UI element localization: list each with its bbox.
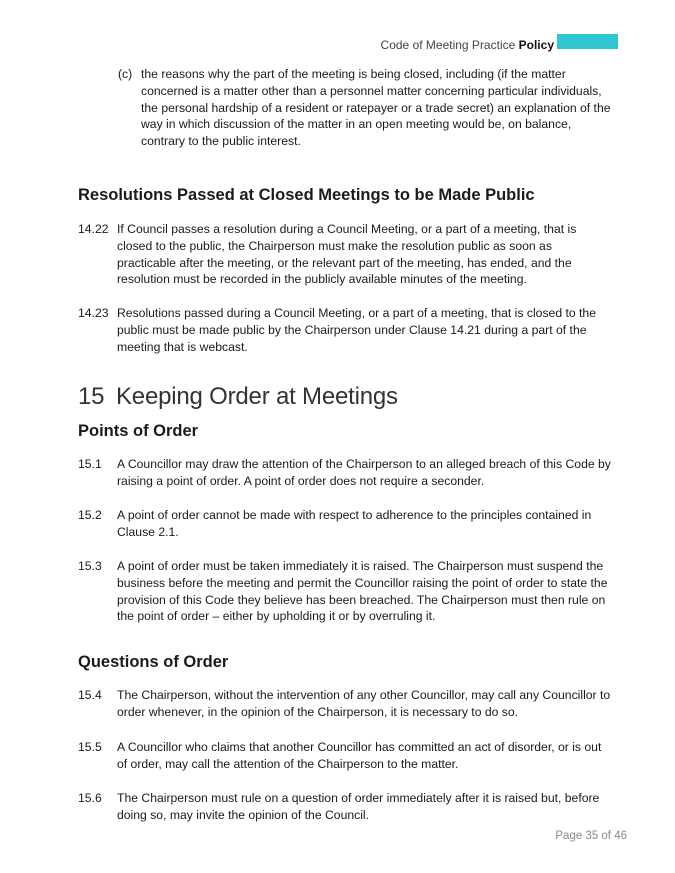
clause-15-6 [78, 790, 613, 824]
clause-number: 15.4 [78, 688, 102, 702]
clause-14-23 [78, 305, 613, 355]
clause-number: 15.3 [78, 559, 102, 573]
clause-number: 15.2 [78, 508, 102, 522]
clause-15-4 [78, 687, 613, 721]
heading-points-of-order: Points of Order [78, 422, 199, 440]
chapter-title: Keeping Order at Meetings [116, 383, 398, 410]
clause-number: 15.5 [78, 740, 102, 754]
header-title-bold: Policy [518, 38, 554, 52]
clause-15-2 [78, 507, 613, 541]
clause-text: A point of order must be taken immediately it is raised. The Chairperson must suspend the business before the meeting and permit the Councillor raising the point of order to state the provision of this Code they believe has been breached. The Chairperson must then rule on the point of order – either by upholding it or by overruling it. [117, 559, 608, 624]
clause-text: If Council passes a resolution during a Council Meeting, or a part of a meeting, that is closed to the public, the Chairperson must make the resolution public as soon as practicable after the meeting, or the relevant part of the meeting, has ended, and the resolution must be recorded in the publicly available minutes of the meeting. [117, 222, 577, 287]
header-title: Code of Meeting Practice Policy [380, 38, 554, 52]
clause-text: The Chairperson, without the intervention of any other Councillor, may call any Councillor to order whenever, in the opinion of the Chairperson, it is necessary to do so. [117, 688, 611, 719]
sub-item-text: the reasons why the part of the meeting is being closed, including (if the matter concerned is a matter other than a personnel matter concerning particular individuals, the personal hardship of a resident or ratepayer or a trade secret) an explanation of the way in which discussion of the matter in an open meeting would be, on balance, contrary to the public interest. [141, 67, 611, 149]
heading-resolutions: Resolutions Passed at Closed Meetings to be Made Public [78, 186, 535, 204]
heading-questions-of-order: Questions of Order [78, 653, 229, 671]
clause-text: A point of order cannot be made with respect to adherence to the principles contained in Clause 2.1. [117, 508, 592, 539]
clause-text: A Councillor may draw the attention of the Chairperson to an alleged breach of this Code by raising a point of order. A point of order does not require a seconder. [117, 457, 611, 488]
chapter-heading [78, 383, 398, 411]
clause-text: A Councillor who claims that another Councillor has committed an act of disorder, or is out of order, may call the attention of the Chairperson to the matter. [117, 740, 602, 771]
sub-item-label: (c) [118, 67, 133, 81]
clause-text: The Chairperson must rule on a question of order immediately after it is raised but, before doing so, may invite the opinion of the Council. [117, 791, 600, 822]
clause-number: 15.1 [78, 457, 102, 471]
clause-15-1 [78, 456, 613, 490]
sub-item-c [118, 66, 613, 150]
page-number: Page 35 of 46 [555, 830, 627, 842]
clause-15-3 [78, 558, 613, 625]
clause-text: Resolutions passed during a Council Meeting, or a part of a meeting, that is closed to the public must be made public by the Chairperson under Clause 14.21 during a part of the meeting that is webcast. [117, 306, 596, 354]
clause-number: 14.22 [78, 222, 109, 236]
chapter-number: 15 [78, 383, 105, 410]
clause-14-22 [78, 221, 613, 288]
clause-number: 14.23 [78, 306, 109, 320]
clause-number: 15.6 [78, 791, 102, 805]
clause-15-5 [78, 739, 613, 773]
page-header [381, 34, 618, 50]
header-accent-bar [557, 34, 618, 49]
